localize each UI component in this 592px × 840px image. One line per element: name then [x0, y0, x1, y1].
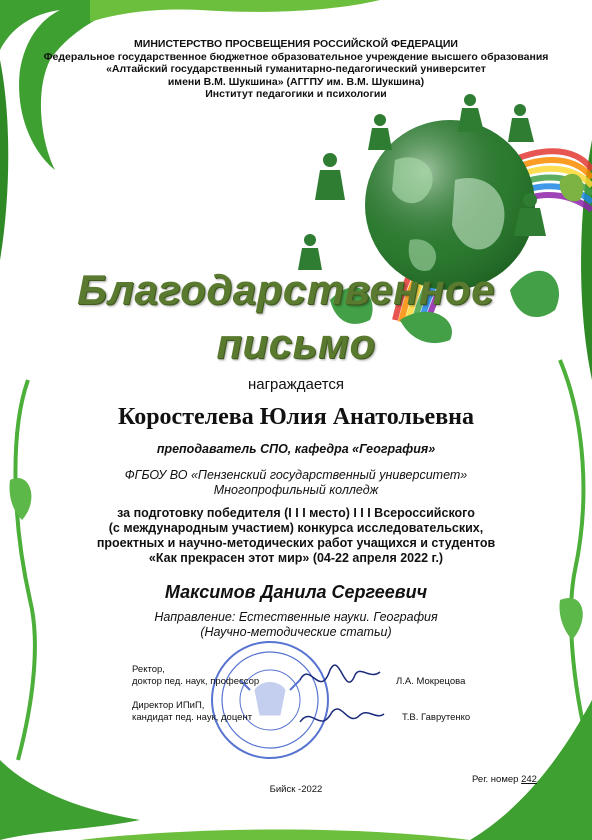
green-ribbon-bottom-right [470, 700, 592, 840]
certificate-title: Благодарственное [77, 266, 495, 313]
city-year: Бийск -2022 [269, 784, 323, 795]
director-name: Т.В. Гаврутенко [402, 712, 471, 723]
university-name-line-2: имени В.М. Шукшина» (АГГПУ им. В.М. Шукшина) [167, 75, 425, 88]
rector-title [132, 664, 259, 688]
direction-line-1: Направление: Естественные науки. География [154, 610, 438, 624]
reason-line-3: проектных и научно-методических работ учащихся и студентов [96, 536, 496, 550]
reg-number: 242 [521, 774, 537, 785]
green-ribbon-bottom-left [0, 760, 140, 840]
direction [0, 610, 592, 640]
university-name-line: «Алтайский государственный гуманитарно-педагогический университет [106, 63, 486, 75]
green-vine-left [15, 380, 34, 760]
student-name: Максимов Данила Сергеевич [164, 582, 428, 602]
org-line-2: Многопрофильный колледж [213, 483, 379, 497]
recipient-organization [0, 468, 592, 498]
rector-name: Л.А. Мокрецова [396, 676, 466, 687]
rector-title-line-1: Ректор, [132, 664, 165, 675]
institute-line: Институт педагогики и психологии [205, 88, 387, 100]
ministry-line: МИНИСТЕРСТВО ПРОСВЕЩЕНИЯ РОССИЙСКОЙ ФЕДЕРАЦИИ [134, 38, 458, 50]
certificate-title-2: письмо [216, 320, 376, 367]
reason-line-4: «Как прекрасен этот мир» (04-22 апреля 2022 г.) [148, 551, 444, 565]
awarded-label: награждается [247, 376, 345, 393]
recipient-position: преподаватель СПО, кафедра «География» [156, 442, 436, 456]
recipient-name: Коростелева Юлия Анатольевна [117, 404, 474, 430]
direction-line-2: (Научно-методические статьи) [200, 625, 392, 639]
green-ribbon-top [90, 0, 380, 22]
green-ribbon-bottom [80, 830, 470, 840]
rector-title-line-2: доктор пед. наук, профессор [132, 676, 260, 687]
director-title-line-1: Директор ИПиП, [132, 700, 205, 711]
director-signature [300, 709, 384, 722]
reg-label: Рег. номер [472, 774, 519, 785]
rector-signature [300, 665, 380, 682]
director-title-line-2: кандидат пед. наук, доцент [132, 712, 253, 723]
institution-type-line: Федеральное государственное бюджетное образовательное учреждение высшего образования [43, 50, 549, 63]
reason-line-1: за подготовку победителя (I I I место) I I I Всероссийского [117, 506, 475, 520]
institution-header [0, 38, 592, 101]
org-line-1: ФГБОУ ВО «Пензенский государственный университет» [124, 468, 468, 482]
award-reason [0, 506, 592, 566]
director-title [132, 700, 252, 724]
reason-line-2: (с международным участием) конкурса исследовательских, [108, 521, 484, 535]
